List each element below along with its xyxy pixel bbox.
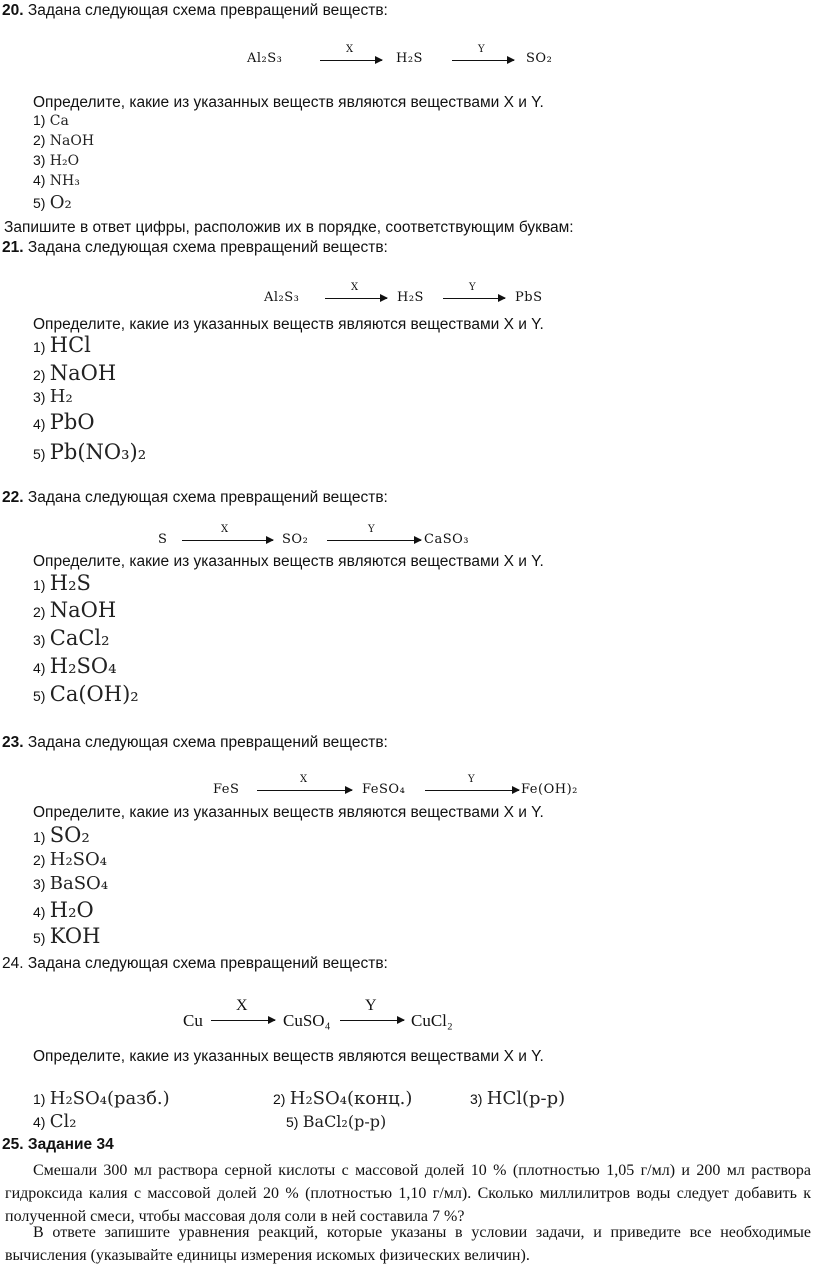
scheme-substance-b: H₂S: [397, 290, 424, 305]
option-number: 3): [33, 389, 46, 405]
option-number: 4): [33, 660, 46, 676]
task-22-heading: [2, 489, 388, 507]
scheme-substance-c: Fe(OH)₂: [521, 782, 578, 797]
option-formula: H₂: [49, 386, 73, 407]
task-number: 20.: [2, 2, 24, 19]
option: [33, 898, 94, 922]
option-formula: H₂SO₄(конц.): [289, 1088, 413, 1109]
task-number: 21.: [2, 239, 24, 256]
option-number: 3): [33, 632, 46, 648]
option-formula: NH₃: [49, 173, 80, 189]
option-number: 2): [33, 367, 46, 383]
scheme-label-x: X: [351, 282, 359, 293]
task-25-heading: [2, 1136, 114, 1154]
option: [33, 112, 69, 130]
scheme-arrow-icon: [340, 1020, 404, 1021]
option-formula: Cl₂: [49, 1111, 77, 1132]
option-formula: SO₂: [49, 823, 90, 847]
scheme-label-y: Y: [365, 997, 377, 1014]
scheme-substance-a: S: [158, 532, 168, 547]
option: [33, 924, 100, 948]
option-number: 4): [33, 904, 46, 920]
scheme-substance-c: CuCl₂: [411, 1011, 453, 1030]
task-title: Задана следующая схема превращений веществ:: [27, 2, 388, 19]
scheme-substance-b: H₂S: [396, 51, 423, 66]
task-number: 25.: [2, 1136, 24, 1153]
problem-paragraph: Смешали 300 мл раствора серной кислоты с массовой долей 10 % (плотностью 1,05 г/мл) и 200 мл раствора гидроксида калия с массовой долей 20 % (плотностью 1,10 г/мл). Сколько миллилитров воды следует добавить к полученной смеси, чтобы массовая доля соли в ней составила 7 %?: [5, 1162, 811, 1225]
task-23-heading: [2, 734, 388, 752]
option-number: 3): [33, 152, 46, 168]
option-number: 5): [33, 688, 46, 704]
option-formula: HCl(р-р): [486, 1088, 566, 1109]
scheme-arrow-icon: [257, 790, 352, 791]
scheme-substance-b: FeSO₄: [362, 782, 406, 797]
scheme-arrow-icon: [425, 790, 519, 791]
scheme-label-x: X: [221, 524, 229, 535]
option-number: 4): [33, 172, 46, 188]
scheme-arrow-icon: [327, 540, 421, 541]
option: [33, 410, 95, 434]
task-number: 23.: [2, 734, 24, 751]
task-title: Задание 34: [27, 1136, 114, 1153]
option-number: 5): [33, 195, 46, 211]
option-number: 1): [33, 829, 46, 845]
option-formula: H₂O: [49, 153, 80, 169]
task-21-heading: [2, 239, 388, 257]
scheme-substance-a: FeS: [213, 782, 240, 797]
option-number: 1): [33, 339, 46, 355]
option: [33, 682, 139, 706]
option-formula: Ca: [49, 113, 69, 129]
scheme-substance-a: Al₂S₃: [247, 51, 283, 66]
question-text: Определите, какие из указанных веществ являются веществами X и Y.: [33, 1048, 544, 1065]
option-number: 5): [33, 930, 46, 946]
option: [286, 1112, 386, 1132]
scheme-substance-c: SO₂: [526, 51, 553, 66]
scheme-arrow-icon: [211, 1020, 275, 1021]
scheme-label-x: X: [236, 997, 248, 1014]
option-formula: KOH: [49, 924, 101, 948]
option: [33, 849, 107, 870]
option-formula: H₂SO₄: [49, 654, 117, 678]
task-number: 24.: [2, 955, 24, 972]
option-formula: Ca(OH)₂: [49, 682, 139, 706]
option: [33, 172, 80, 190]
question-text: Определите, какие из указанных веществ являются веществами X и Y.: [33, 316, 544, 333]
option: [33, 386, 73, 407]
option-formula: PbO: [49, 410, 95, 434]
option-formula: NaOH: [49, 361, 117, 385]
option-formula: H₂O: [49, 898, 94, 922]
task-title: Задана следующая схема превращений веществ:: [27, 489, 388, 506]
scheme-substance-a: Cu: [183, 1011, 203, 1030]
option-formula: H₂SO₄: [49, 849, 107, 870]
scheme-substance-a: Al₂S₃: [264, 290, 300, 305]
option: [33, 361, 116, 385]
option: [33, 823, 90, 847]
option: [33, 873, 108, 894]
task-title: Задана следующая схема превращений веществ:: [27, 239, 388, 256]
scheme-label-x: X: [346, 44, 354, 55]
option-number: 5): [286, 1114, 299, 1130]
option-formula: NaOH: [49, 133, 95, 149]
option-formula: NaOH: [49, 598, 117, 622]
option-formula: O₂: [49, 192, 72, 213]
question-text: Определите, какие из указанных веществ являются веществами X и Y.: [33, 553, 544, 570]
instruction-text: Запишите в ответ цифры, расположив их в порядке, соответствующим буквам:: [4, 219, 574, 236]
option: [470, 1088, 565, 1109]
option-formula: H₂SO₄(разб.): [49, 1088, 170, 1109]
option: [33, 192, 72, 213]
option-number: 5): [33, 446, 46, 462]
scheme-arrow-icon: [182, 540, 273, 541]
option: [33, 333, 91, 357]
option-number: 1): [33, 577, 46, 593]
option-formula: HCl: [49, 333, 91, 357]
scheme-arrow-icon: [320, 60, 382, 61]
option-number: 4): [33, 1114, 46, 1130]
option-formula: H₂S: [49, 571, 91, 595]
scheme-label-y: Y: [478, 44, 485, 55]
task-number: 22.: [2, 489, 24, 506]
option: [33, 654, 117, 678]
scheme-label-x: X: [300, 774, 308, 785]
option: [33, 571, 91, 595]
scheme-substance-b: CuSO₄: [283, 1011, 331, 1030]
option-number: 2): [33, 852, 46, 868]
option-number: 1): [33, 112, 46, 128]
scheme-arrow-icon: [325, 298, 387, 299]
option-number: 3): [470, 1091, 483, 1107]
option: [33, 1111, 77, 1132]
task-title: Задана следующая схема превращений веществ:: [27, 734, 388, 751]
option-number: 3): [33, 876, 46, 892]
option-number: 4): [33, 416, 46, 432]
scheme-arrow-icon: [443, 298, 505, 299]
option: [33, 598, 116, 622]
option: [33, 152, 79, 170]
task-20-heading: [2, 2, 388, 20]
task-title: Задана следующая схема превращений веществ:: [27, 955, 388, 972]
option: [33, 440, 146, 464]
option-number: 2): [273, 1091, 286, 1107]
option: [273, 1088, 412, 1109]
option: [33, 626, 110, 650]
option: [33, 132, 94, 150]
question-text: Определите, какие из указанных веществ являются веществами X и Y.: [33, 804, 544, 821]
scheme-substance-b: SO₂: [282, 532, 309, 547]
option-formula: CaCl₂: [49, 626, 110, 650]
scheme-substance-c: PbS: [515, 290, 543, 305]
scheme-substance-c: CaSO₃: [424, 532, 469, 547]
task-24-heading: [2, 955, 388, 973]
scheme-arrow-icon: [452, 60, 514, 61]
option-formula: Pb(NO₃)₂: [49, 440, 147, 464]
option-number: 2): [33, 132, 46, 148]
scheme-label-y: Y: [468, 774, 475, 785]
option-number: 1): [33, 1091, 46, 1107]
option-formula: BaSO₄: [49, 873, 109, 894]
answer-instruction-paragraph: В ответе запишите уравнения реакций, которые указаны в условии задачи, и приведите все необходимые вычисления (указывайте единицы измерения искомых физических величин).: [5, 1224, 811, 1264]
option: [33, 1088, 170, 1109]
scheme-label-y: Y: [469, 282, 476, 293]
question-text: Определите, какие из указанных веществ являются веществами X и Y.: [33, 94, 544, 111]
option-formula: BaCl₂(р-р): [302, 1112, 387, 1131]
option-number: 2): [33, 604, 46, 620]
scheme-label-y: Y: [368, 524, 375, 535]
